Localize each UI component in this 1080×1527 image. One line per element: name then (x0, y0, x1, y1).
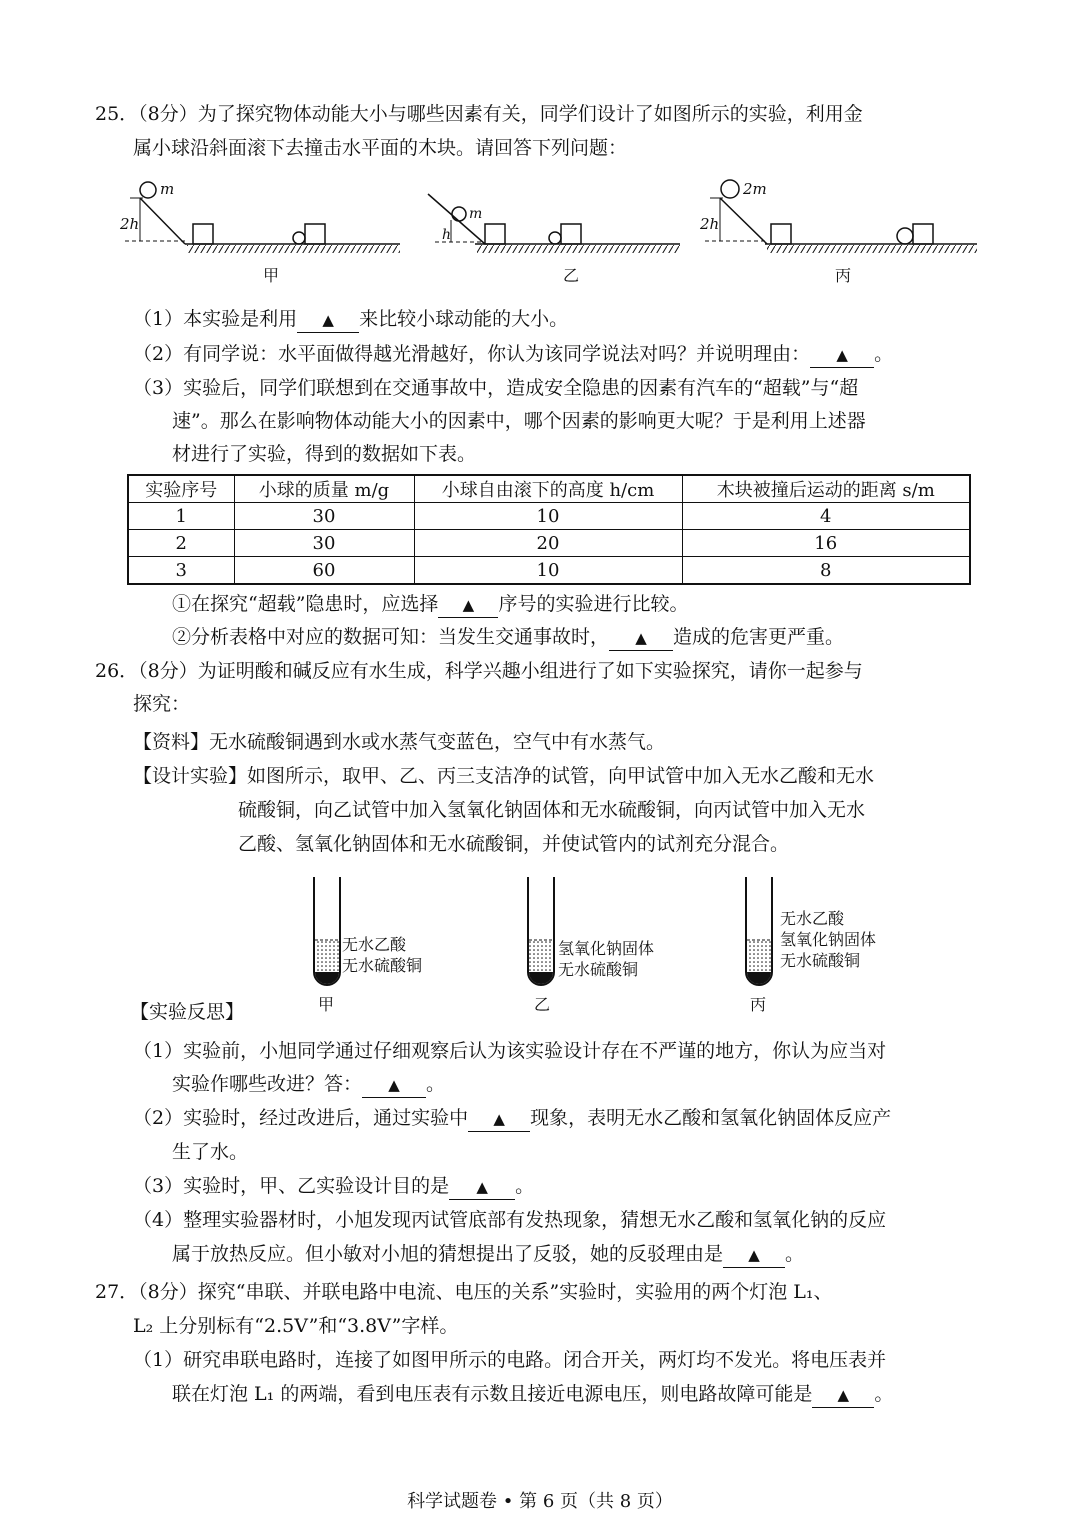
q25-c2 (172, 623, 844, 651)
q27-s1-text: 联在灯泡 L₁ 的两端，看到电压表有示数且接近电源电压，则电路故障可能是 (172, 1383, 813, 1405)
table-header-row (128, 475, 970, 503)
table-cell: 4 (682, 503, 970, 530)
q26-s3-text: （3）实验时，甲、乙实验设计目的是 (133, 1175, 450, 1197)
q25-sub2 (133, 340, 893, 368)
table-cell: 10 (414, 503, 682, 530)
q25-c2-text: ②分析表格中对应的数据可知：当发生交通事故时， (172, 626, 610, 648)
ball-icon (140, 182, 156, 198)
label-m: m (160, 180, 175, 198)
q25-sub1-text: （1）本实验是利用 (133, 308, 298, 330)
table-cell: 20 (414, 530, 682, 557)
q25-sub3-line3: 材进行了实验，得到的数据如下表。 (172, 443, 477, 465)
table-header: 实验序号 (128, 475, 234, 503)
q25-c1-text: ①在探究“超载”隐患时，应选择 (172, 593, 439, 615)
label-yi: 乙 (563, 266, 580, 285)
q27-s1-line1: （1）研究串联电路时，连接了如图甲所示的电路。闭合开关，两灯均不发光。将电压表并 (133, 1349, 887, 1371)
page-footer: 科学试题卷 • 第 6 页（共 8 页） (407, 1491, 673, 1512)
q25-sub2-text-end: 。 (874, 343, 894, 365)
q25-sub3-line1: （3）实验后，同学们联想到在交通事故中，造成安全隐患的因素有汽车的“超载”与“超 (133, 377, 859, 399)
label-jia: 甲 (263, 266, 280, 285)
answer-blank[interactable] (609, 625, 673, 651)
table-cell: 1 (128, 503, 234, 530)
triangle-icon: ▲ (322, 311, 334, 329)
answer-blank[interactable] (468, 1106, 530, 1132)
answer-blank[interactable] (723, 1242, 785, 1268)
block-icon (305, 224, 325, 244)
q26-s4-line1: （4）整理实验器材时，小旭发现丙试管底部有发热现象，猜想无水乙酸和氢氧化钠的反应 (133, 1209, 887, 1231)
table-cell: 3 (128, 557, 234, 585)
triangle-icon: ▲ (836, 346, 848, 364)
table-cell: 30 (234, 530, 414, 557)
triangle-icon: ▲ (635, 629, 647, 647)
q25-sub3-line2: 速”。那么在影响物体动能大小的因素中，哪个因素的影响更大呢？于是利用上述器 (172, 410, 866, 432)
q26-sheji-line1: 【设计实验】如图所示，取甲、乙、丙三支洁净的试管，向甲试管中加入无水乙酸和无水 (133, 765, 875, 787)
q26-s3-text-end: 。 (515, 1175, 535, 1197)
answer-blank[interactable] (297, 307, 359, 333)
q26-s1-line2 (172, 1070, 445, 1098)
q25-data-table (127, 474, 971, 585)
block-icon (485, 224, 505, 244)
label-bing: 丙 (835, 266, 852, 285)
label-2m: 2m (743, 180, 767, 198)
triangle-icon: ▲ (493, 1110, 505, 1128)
q25-c2-text-end: 造成的危害更严重。 (673, 626, 845, 648)
tube-label: 无水硫酸铜 (558, 960, 639, 979)
q25-sub1-text-end: 来比较小球动能的大小。 (359, 308, 569, 330)
block-icon (771, 224, 791, 244)
q26-sheji-line2: 硫酸铜，向乙试管中加入氢氧化钠固体和无水硫酸铜，向丙试管中加入无水 (238, 799, 866, 821)
q26-ziliao: 【资料】无水硫酸铜遇到水或水蒸气变蓝色，空气中有水蒸气。 (133, 731, 666, 753)
answer-blank[interactable] (810, 342, 874, 368)
q27-s1-line2 (172, 1380, 893, 1408)
tube-name-yi: 乙 (534, 995, 551, 1014)
test-tube-jia (314, 877, 422, 1014)
ball-icon (897, 228, 913, 244)
table-header: 木块被撞后运动的距离 s/m (682, 475, 970, 503)
q26-s2-text: （2）实验时，经过改进后，通过实验中 (133, 1107, 469, 1129)
block-icon (913, 224, 933, 244)
q26-s2-line1 (133, 1104, 891, 1132)
q26-s4-text-end: 。 (785, 1243, 805, 1265)
ball-icon (293, 232, 305, 244)
label-2h: 2h (700, 215, 720, 233)
q25-c1 (172, 590, 688, 618)
q25-sub2-text: （2）有同学说：水平面做得越光滑越好，你认为该同学说法对吗？并说明理由： (133, 343, 811, 365)
q25-figure (115, 176, 985, 288)
table-row (128, 530, 970, 557)
figure-bing (699, 180, 977, 285)
tube-name-jia: 甲 (318, 995, 335, 1014)
ball-icon (452, 207, 466, 221)
table-cell: 2 (128, 530, 234, 557)
table-row (128, 503, 970, 530)
block-icon (561, 224, 581, 244)
q26-sheji-line3: 乙酸、氢氧化钠固体和无水硫酸铜，并使试管内的试剂充分混合。 (238, 833, 790, 855)
answer-blank[interactable] (362, 1072, 426, 1098)
q25-sub1 (133, 305, 568, 333)
tube-label: 氢氧化钠固体 (780, 930, 877, 949)
answer-blank[interactable] (812, 1382, 874, 1408)
table-cell: 8 (682, 557, 970, 585)
q26-s4-line2 (172, 1240, 804, 1268)
table-cell: 10 (414, 557, 682, 585)
q26-s2-text-end: 现象，表明无水乙酸和氢氧化钠固体反应产 (530, 1107, 892, 1129)
q27-stem-line1: 27．（8分）探究“串联、并联电路中电流、电压的关系”实验时，实验用的两个灯泡 L₁、 (95, 1281, 833, 1303)
table-cell: 16 (682, 530, 970, 557)
q25-c1-text-end: 序号的实验进行比较。 (498, 593, 689, 615)
q25-stem-line2: 属小球沿斜面滚下去撞击水平面的木块。请回答下列问题： (133, 137, 628, 159)
tube-name-bing: 丙 (750, 995, 767, 1014)
ball-icon (721, 180, 739, 198)
label-h: h (442, 227, 452, 243)
tube-label: 无水乙酸 (780, 909, 845, 928)
table-row (128, 557, 970, 585)
block-icon (193, 224, 213, 244)
test-tube-yi (528, 877, 654, 1014)
q26-s3 (133, 1172, 534, 1200)
figure-yi (428, 194, 680, 285)
q26-s1-line1: （1）实验前，小旭同学通过仔细观察后认为该实验设计存在不严谨的地方，你认为应当对 (133, 1040, 887, 1062)
tube-label: 氢氧化钠固体 (558, 939, 655, 958)
q26-s1-text: 实验作哪些改进？答： (172, 1073, 363, 1095)
q26-fansi: 【实验反思】 (130, 1001, 245, 1023)
triangle-icon: ▲ (748, 1246, 760, 1264)
triangle-icon: ▲ (462, 596, 475, 614)
ball-icon (549, 232, 561, 244)
triangle-icon: ▲ (388, 1076, 400, 1094)
q27-stem-line2: L₂ 上分别标有“2.5V”和“3.8V”字样。 (133, 1315, 459, 1337)
label-m: m (469, 206, 483, 222)
q26-s4-text: 属于放热反应。但小敏对小旭的猜想提出了反驳，她的反驳理由是 (172, 1243, 724, 1265)
answer-blank[interactable] (449, 1174, 515, 1200)
tube-label: 无水乙酸 (342, 935, 407, 954)
tube-label: 无水硫酸铜 (342, 956, 423, 975)
q26-s1-text-end: 。 (426, 1073, 446, 1095)
table-header: 小球自由滚下的高度 h/cm (414, 475, 682, 503)
q26-s2-line2: 生了水。 (172, 1141, 249, 1163)
figure-jia (119, 180, 400, 285)
q26-tubes-figure (300, 872, 920, 1017)
test-tube-bing (746, 877, 876, 1014)
table-cell: 30 (234, 503, 414, 530)
label-2h: 2h (120, 215, 140, 233)
q26-stem-line2: 探究： (133, 693, 191, 715)
triangle-icon: ▲ (837, 1386, 850, 1404)
q25-stem-line1: 25．（8分）为了探究物体动能大小与哪些因素有关，同学们设计了如图所示的实验，利用金 (95, 103, 863, 125)
tube-label: 无水硫酸铜 (780, 951, 861, 970)
table-header: 小球的质量 m/g (234, 475, 414, 503)
q27-s1-text-end: 。 (874, 1383, 894, 1405)
q26-stem-line1: 26．（8分）为证明酸和碱反应有水生成，科学兴趣小组进行了如下实验探究，请你一起参与 (95, 660, 863, 682)
table-cell: 60 (234, 557, 414, 585)
answer-blank[interactable] (438, 592, 498, 618)
triangle-icon: ▲ (476, 1178, 488, 1196)
